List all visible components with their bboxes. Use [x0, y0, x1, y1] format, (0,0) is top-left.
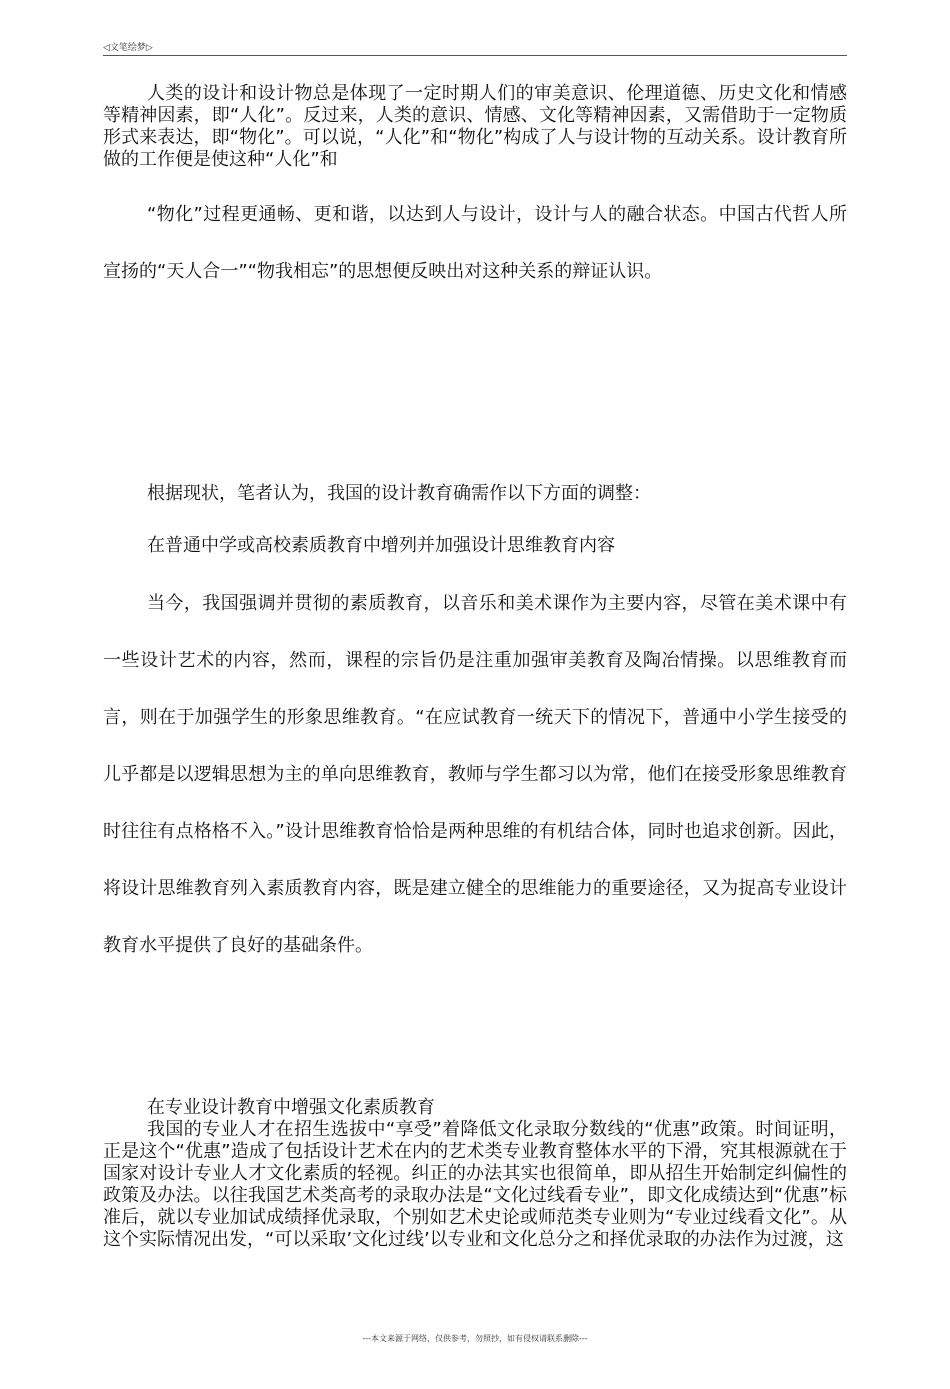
- section-heading-design-thinking: 在普通中学或高校素质教育中增列并加强设计思维教育内容: [147, 535, 615, 556]
- paragraph-human-and-materialization: 人类的设计和设计物总是体现了一定时期人们的审美意识、伦理道德、历史文化和情感等精神因素，即“人化”。反过来，人类的意识、情感、文化等精神因素，又需借助于一定物质形式来表达，即“物化”。可以说，“人化”和“物化”构成了人与设计物的互动关系。设计教育所做的工作便是使这种“人化”和: [103, 83, 847, 170]
- header-divider: [103, 55, 847, 56]
- paragraph-quality-education: 当今，我国强调并贯彻的素质教育，以音乐和美术课作为主要内容，尽管在美术课中有一些设计艺术的内容，然而，课程的宗旨仍是注重加强审美教育及陶冶情操。以思维教育而言，则在于加强学生的形象思维教育。“在应试教育一统天下的情况下，普通中小学生接受的儿乎都是以逻辑思想为主的单向思维教育，教师与学生都习以为常，他们在接受形象思维教育时往往有点格格不入。”设计思维教育恰恰是两种思维的有机结合体，同时也追求创新。因此，将设计思维教育列入素质教育内容，既是建立健全的思维能力的重要途径，又为捉高专业设计教育水平提供了良好的基础条件。: [103, 593, 847, 956]
- section-heading-cultural-quality: 在专业设计教育中增强文化素质教育: [147, 1097, 435, 1118]
- paragraph-adjustments-intro: 根据现状，笔者认为，我国的设计教育确需作以下方面的调整：: [147, 483, 651, 504]
- page-header: ◁文笔绘梦▷: [103, 43, 153, 53]
- paragraph-harmony: “物化”过程更通畅、更和谐，以达到人与设计，设计与人的融合状态。中国古代哲人所宣扬的“天人合一”“物我相忘”的思想便反映出对这种关系的辩证认识。: [103, 204, 847, 282]
- paragraph-admission-policy: 我国的专业人才在招生选拔中“享受”着降低文化录取分数线的“优惠”政策。时间证明，正是这个“优惠”造成了包括设计艺术在内的艺术类专业教育整体水平的下滑，究其根源就在于国家对设计专业人才文化素质的轻视。纠正的办法其实也很简单，即从招生开始制定纠偏性的政策及办法。以往我国艺术类高考的录取办法是“文化过线看专业”，即文化成绩达到“优惠”标准后，就以专业加试成绩择优录取，个别如艺术史论或师范类专业则为“专业过线看文化”。从这个实际情况出发，“可以采取’文化过线’以专业和文化总分之和择优录取的办法作为过渡，这: [103, 1119, 847, 1250]
- page-footer: ---本文来源于网络，仅供参考，勿照抄，如有侵权请联系删除---: [362, 1334, 588, 1343]
